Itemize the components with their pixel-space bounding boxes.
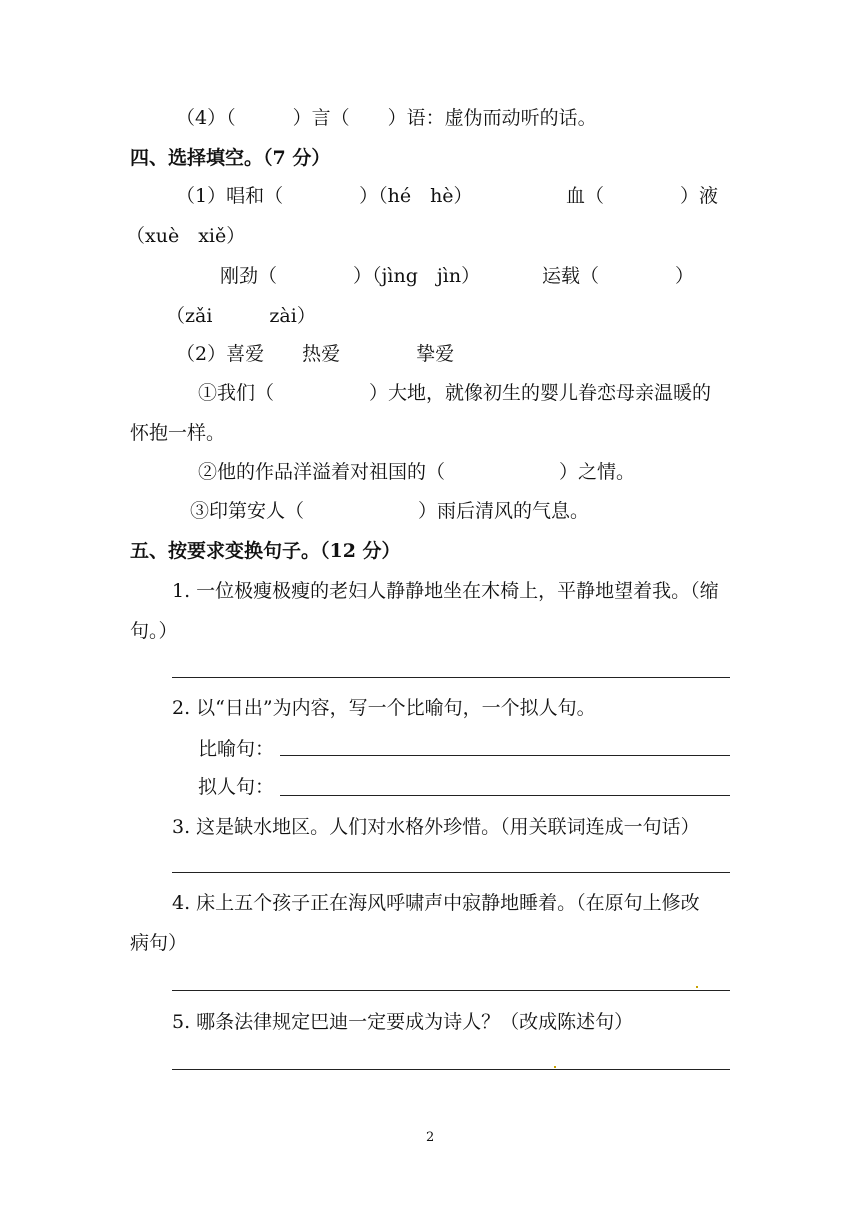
- answer-line-q3[interactable]: [172, 872, 730, 873]
- q5-4: 4. 床上五个孩子正在海风呼啸声中寂静地睡着。（在原句上修改: [172, 892, 700, 914]
- q5-2: 2. 以“日出”为内容，写一个比喻句，一个拟人句。: [172, 697, 596, 719]
- page-number: 2: [426, 1130, 435, 1145]
- q4-1-item-changhe: （1）唱和（ ）（hé hè）: [176, 185, 473, 207]
- q4-1-pinyin-zai: （zǎi zài）: [166, 305, 316, 327]
- q5-1: 1. 一位极瘦极瘦的老妇人静静地坐在木椅上，平静地望着我。（缩: [172, 580, 719, 602]
- section3-item4: （4）（ ）言（ ）语：虚伪而动听的话。: [176, 107, 597, 129]
- answer-line-personification[interactable]: [280, 795, 730, 796]
- answer-line-q5[interactable]: [172, 1069, 730, 1070]
- q5-5: 5. 哪条法律规定巴迪一定要成为诗人？（改成陈述句）: [172, 1011, 634, 1033]
- q5-2-personification-label: 拟人句：: [198, 776, 275, 798]
- section5-heading: 五、按要求变换句子。（12 分）: [130, 540, 401, 562]
- q4-1-item-gangjin: 刚劲（ ）（jìng jìn）: [220, 265, 481, 287]
- q5-3: 3. 这是缺水地区。人们对水格外珍惜。（用关联词连成一句话）: [172, 816, 700, 838]
- answer-line-q1[interactable]: [172, 677, 730, 678]
- q4-2-sentence2: ②他的作品洋溢着对祖国的（ ）之情。: [198, 461, 636, 483]
- q5-1-cont: 句。）: [130, 620, 178, 642]
- answer-line-metaphor[interactable]: [280, 755, 730, 756]
- q5-4-cont: 病句）: [130, 932, 188, 954]
- q4-1-pinyin-xue: （xuè xiě）: [126, 225, 246, 247]
- q4-1-item-yunzai: 运载（ ）: [542, 265, 695, 287]
- answer-line-q4[interactable]: [172, 990, 730, 991]
- q5-2-metaphor-label: 比喻句：: [198, 738, 275, 760]
- q4-2-options: （2）喜爱 热爱 挚爱: [176, 343, 455, 365]
- q4-1-item-xueye: 血（ ）液: [566, 185, 719, 207]
- q4-2-sentence3: ③印第安人（ ）雨后清风的气息。: [190, 500, 590, 522]
- stray-mark: [554, 1066, 556, 1068]
- q4-2-sentence1: ①我们（ ）大地，就像初生的婴儿眷恋母亲温暖的: [198, 382, 712, 404]
- section4-heading: 四、选择填空。（7 分）: [130, 147, 331, 169]
- stray-mark: [696, 986, 698, 988]
- q4-2-sentence1-cont: 怀抱一样。: [130, 422, 226, 444]
